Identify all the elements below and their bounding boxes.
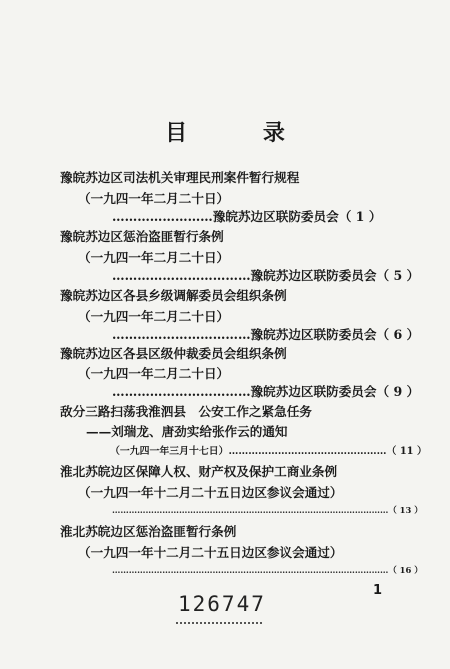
entry-date: （一九四一年二月二十日） bbox=[78, 366, 230, 381]
entry-date: （一九四一年十二月二十五日边区参议会通过） bbox=[78, 485, 343, 500]
entry-date: （一九四一年二月二十日） bbox=[78, 309, 230, 324]
entry-title: 豫皖苏边区各县乡级调解委员会组织条例 bbox=[60, 288, 287, 303]
entry-source: ………………………………………………………………………………………（ 16 ） bbox=[112, 565, 423, 575]
entry-source: ……………………………豫皖苏边区联防委员会（ 5 ） bbox=[112, 268, 420, 283]
entry-source: ………………………………………………………………………………………（ 13 ） bbox=[112, 505, 423, 515]
entry-source: ……………………豫皖苏边区联防委员会（ 1 ） bbox=[112, 209, 382, 224]
entry-title: 敌分三路扫荡我淮泗县 公安工作之紧急任务 bbox=[60, 404, 312, 419]
entry-title: 淮北苏皖边区保障人权、财产权及保护工商业条例 bbox=[60, 464, 338, 479]
entry-date: （一九四一年二月二十日） bbox=[78, 191, 230, 206]
entry-source: ……………………………豫皖苏边区联防委员会（ 6 ） bbox=[112, 327, 420, 342]
page-title: 目 录 bbox=[165, 120, 319, 146]
entry-title: 淮北苏皖边区惩治盗匪暂行条例 bbox=[60, 524, 237, 539]
stamp-underline bbox=[176, 622, 262, 624]
entry-title: 豫皖苏边区各县区级仲裁委员会组织条例 bbox=[60, 346, 287, 361]
entry-date: （一九四一年二月二十日） bbox=[78, 250, 230, 265]
page-number: 1 bbox=[373, 583, 383, 598]
entry-date: （一九四一年十二月二十五日边区参议会通过） bbox=[78, 545, 343, 560]
entry-title: 豫皖苏边区惩治盗匪暂行条例 bbox=[60, 229, 224, 244]
entry-title: 豫皖苏边区司法机关审理民刑案件暂行规程 bbox=[60, 170, 300, 185]
entry-source: ……………………………豫皖苏边区联防委员会（ 9 ） bbox=[112, 384, 420, 399]
entry-subtitle: ——刘瑞龙、唐劲实给张作云的通知 bbox=[86, 424, 288, 439]
archive-stamp-number: 126747 bbox=[178, 592, 266, 616]
entry-date-source: （一九四一年三月十七日）…………………………………………（ 11 ） bbox=[110, 446, 427, 457]
